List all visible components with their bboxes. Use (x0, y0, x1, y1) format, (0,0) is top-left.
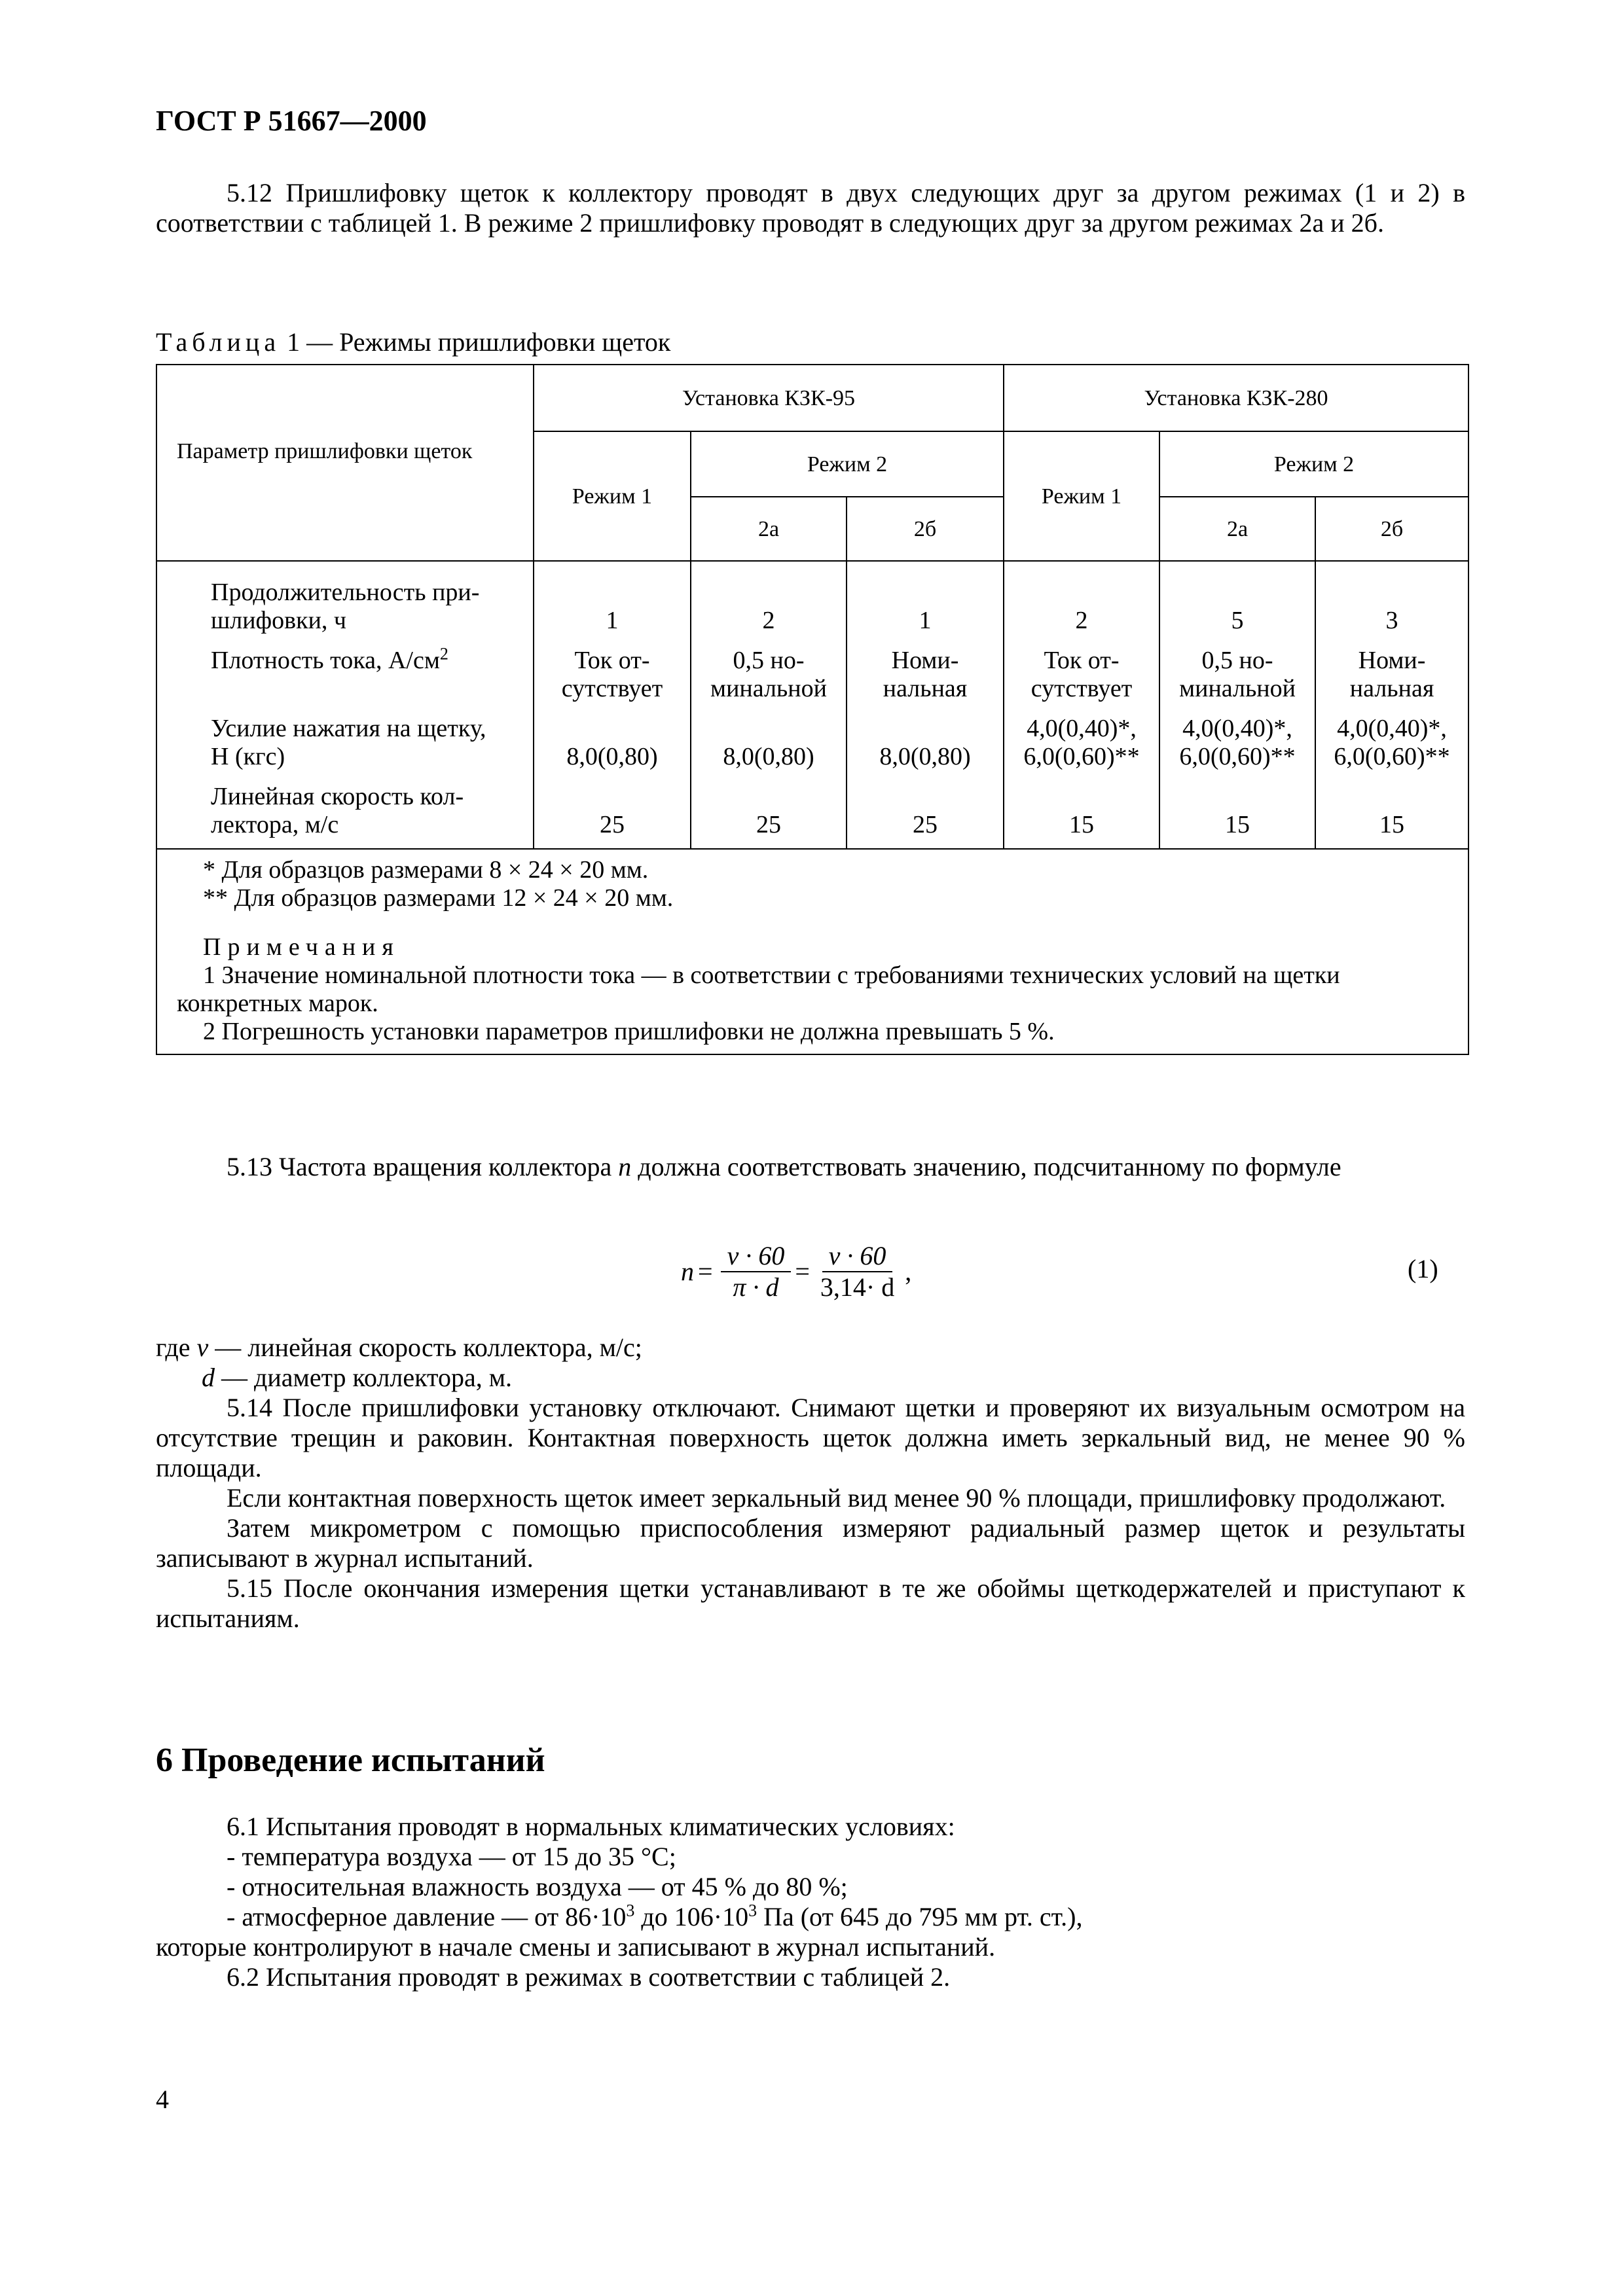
paragraph-5-14-b: Если контактная поверхность щеток имеет зеркальный вид менее 90 % площади, пришлифовку продолжают. (227, 1483, 1446, 1513)
table-cell: 5 (1159, 561, 1315, 635)
row-label-line: Усилие нажатия на щетку, (211, 715, 486, 742)
formula-fraction-1 (721, 1241, 792, 1302)
paragraph-6-1-tail: которые контролируют в начале смены и записывают в журнал испытаний. (156, 1932, 996, 1962)
formula-equals: = (698, 1257, 713, 1286)
legend-symbol-v: v (196, 1333, 209, 1362)
table-cell: 15 (1159, 771, 1315, 849)
table-cell: 2 (1004, 561, 1159, 635)
legend-text: — диаметр коллектора, м. (215, 1363, 513, 1392)
table-cell: 25 (534, 771, 691, 849)
table-cell: 4,0(0,40)*, 6,0(0,60)** (1315, 703, 1468, 771)
equation-number: (1) (1408, 1254, 1438, 1283)
paragraph-5-15: 5.15 После окончания измерения щетки устанавливают в те же обоймы щеткодержателей и приступают к испытаниям. (156, 1573, 1465, 1633)
condition-pressure: - атмосферное давление — от $86\cdot 10^3$ до $106\cdot 10^3$ Па (от 645 до 795 мм рт. ст.), (227, 1901, 1083, 1931)
row-label-line: Линейная скорость кол- (211, 783, 464, 810)
section-6-body (156, 1812, 1465, 1992)
table-cell: 0,5 но- минальной (691, 635, 847, 703)
mode2b-header: 2б (847, 497, 1004, 561)
fraction-denominator: 3,14· d (820, 1272, 895, 1302)
table-cell: Ток от- сутствует (1004, 635, 1159, 703)
document-header: ГОСТ Р 51667—2000 (156, 105, 427, 137)
row-label (156, 703, 534, 771)
table-cell: Ток от- сутствует (534, 635, 691, 703)
formula-equals: = (795, 1257, 810, 1286)
table-cell: 8,0(0,80) (691, 703, 847, 771)
paragraph-5-12 (156, 178, 1465, 238)
table-caption-title: 1 — Режимы пришлифовки щеток (280, 327, 671, 357)
mode1-header: Режим 1 (534, 431, 691, 561)
mode2b-header: 2б (1315, 497, 1468, 561)
footnote: ** Для образцов размерами 12 × 24 × 20 мм. (203, 884, 674, 912)
table-cell: 2 (691, 561, 847, 635)
section-6-title: 6 Проведение испытаний (156, 1742, 545, 1779)
note-2: 2 Погрешность установки параметров пришлифовки не должна превышать 5 %. (203, 1018, 1055, 1045)
paragraph-5-13 (156, 1152, 1465, 1182)
variable-n: n (618, 1152, 632, 1181)
legend-prefix: где (156, 1333, 197, 1362)
mode2a-header: 2а (691, 497, 847, 561)
table-row (156, 635, 1468, 703)
mode2-header: Режим 2 (691, 431, 1004, 497)
table-caption (156, 327, 670, 357)
table-cell: 3 (1315, 561, 1468, 635)
footnote: * Для образцов размерами 8 × 24 × 20 мм. (203, 856, 649, 884)
row-label-line: Н (кгс) (211, 743, 285, 770)
table-cell: 0,5 но- минальной (1159, 635, 1315, 703)
mode1-header: Режим 1 (1004, 431, 1159, 561)
note-1-continuation: конкретных марок. (177, 990, 378, 1017)
fraction-numerator: v · 60 (822, 1241, 893, 1272)
setup-kzk280-header: Установка КЗК-280 (1004, 365, 1468, 431)
table-cell: 25 (691, 771, 847, 849)
param-column-header: Параметр пришлифовки щеток (156, 365, 534, 561)
table-caption-word: Таблица (156, 327, 281, 357)
row-label-line: шлифовки, ч (211, 607, 347, 634)
rotation-speed-formula (681, 1236, 911, 1308)
setup-kzk95-header: Установка КЗК-95 (534, 365, 1004, 431)
mode2a-header: 2а (1159, 497, 1315, 561)
table-row (156, 703, 1468, 771)
paragraph-text: должна соответствовать значению, подсчитанному по формуле (631, 1152, 1341, 1181)
table-notes-row (156, 849, 1468, 1054)
table-cell: 15 (1004, 771, 1159, 849)
row-label-line: Продолжительность при- (211, 579, 480, 606)
table-cell: 25 (847, 771, 1004, 849)
table-cell: 4,0(0,40)*, 6,0(0,60)** (1004, 703, 1159, 771)
paragraph-5-14: 5.14 После пришлифовки установку отключают. Снимают щетки и проверяют их визуальным осмотром на отсутствие трещин и раковин. Контактная поверхность щеток должна иметь зеркальный вид, не менее 90 % площади. (156, 1393, 1465, 1482)
row-label (156, 635, 534, 703)
paragraph-text: 5.12 Пришлифовку щеток к коллектору проводят в двух следующих друг за другом режимах (1 и 2) в соответствии с таблицей 1. В режиме 2 пришлифовку проводят в следующих друг за другом режимах 2а и 2б. (156, 178, 1465, 238)
notes-title: Примечания (203, 933, 400, 961)
table-cell: 8,0(0,80) (534, 703, 691, 771)
legend-symbol-d: d (202, 1363, 215, 1392)
condition-temperature: - температура воздуха — от 15 до 35 °С; (227, 1842, 676, 1871)
table-row (156, 561, 1468, 635)
fraction-denominator: π · d (733, 1272, 779, 1302)
table-cell: Номи- нальная (847, 635, 1004, 703)
paragraph-6-2: 6.2 Испытания проводят в режимах в соответствии с таблицей 2. (227, 1962, 951, 1992)
row-label-superscript: 2 (439, 644, 448, 664)
table-cell: 8,0(0,80) (847, 703, 1004, 771)
table-cell: Номи- нальная (1315, 635, 1468, 703)
condition-humidity: - относительная влажность воздуха — от 45 % до 80 %; (227, 1872, 848, 1901)
row-label (156, 561, 534, 635)
formula-legend (156, 1333, 1465, 1634)
table-cell: 1 (847, 561, 1004, 635)
paragraph-text: 5.13 Частота вращения коллектора (227, 1152, 619, 1181)
row-label-line: лектора, м/с (211, 811, 339, 838)
row-label-line: Плотность тока, А/см (211, 647, 440, 674)
fraction-numerator: v · 60 (721, 1241, 792, 1272)
table-cell: 15 (1315, 771, 1468, 849)
formula-tail: , (905, 1257, 912, 1286)
page-number: 4 (156, 2085, 169, 2114)
table-notes (156, 849, 1468, 1054)
table-cell: 4,0(0,40)*, 6,0(0,60)** (1159, 703, 1315, 771)
legend-text: — линейная скорость коллектора, м/с; (208, 1333, 642, 1362)
formula-fraction-2 (814, 1241, 901, 1302)
paragraph-5-14-c: Затем микрометром с помощью приспособления измеряют радиальный размер щеток и результаты записывают в журнал испытаний. (156, 1513, 1465, 1573)
table-header-row (156, 365, 1468, 431)
note-1: 1 Значение номинальной плотности тока — в соответствии с требованиями технических условий на щетки (203, 961, 1340, 989)
formula-lhs: n (681, 1257, 694, 1286)
table-row (156, 771, 1468, 849)
paragraph-6-1: 6.1 Испытания проводят в нормальных климатических условиях: (227, 1812, 955, 1841)
mode2-header: Режим 2 (1159, 431, 1468, 497)
brush-grinding-modes-table (156, 364, 1469, 1055)
row-label (156, 771, 534, 849)
table-cell: 1 (534, 561, 691, 635)
